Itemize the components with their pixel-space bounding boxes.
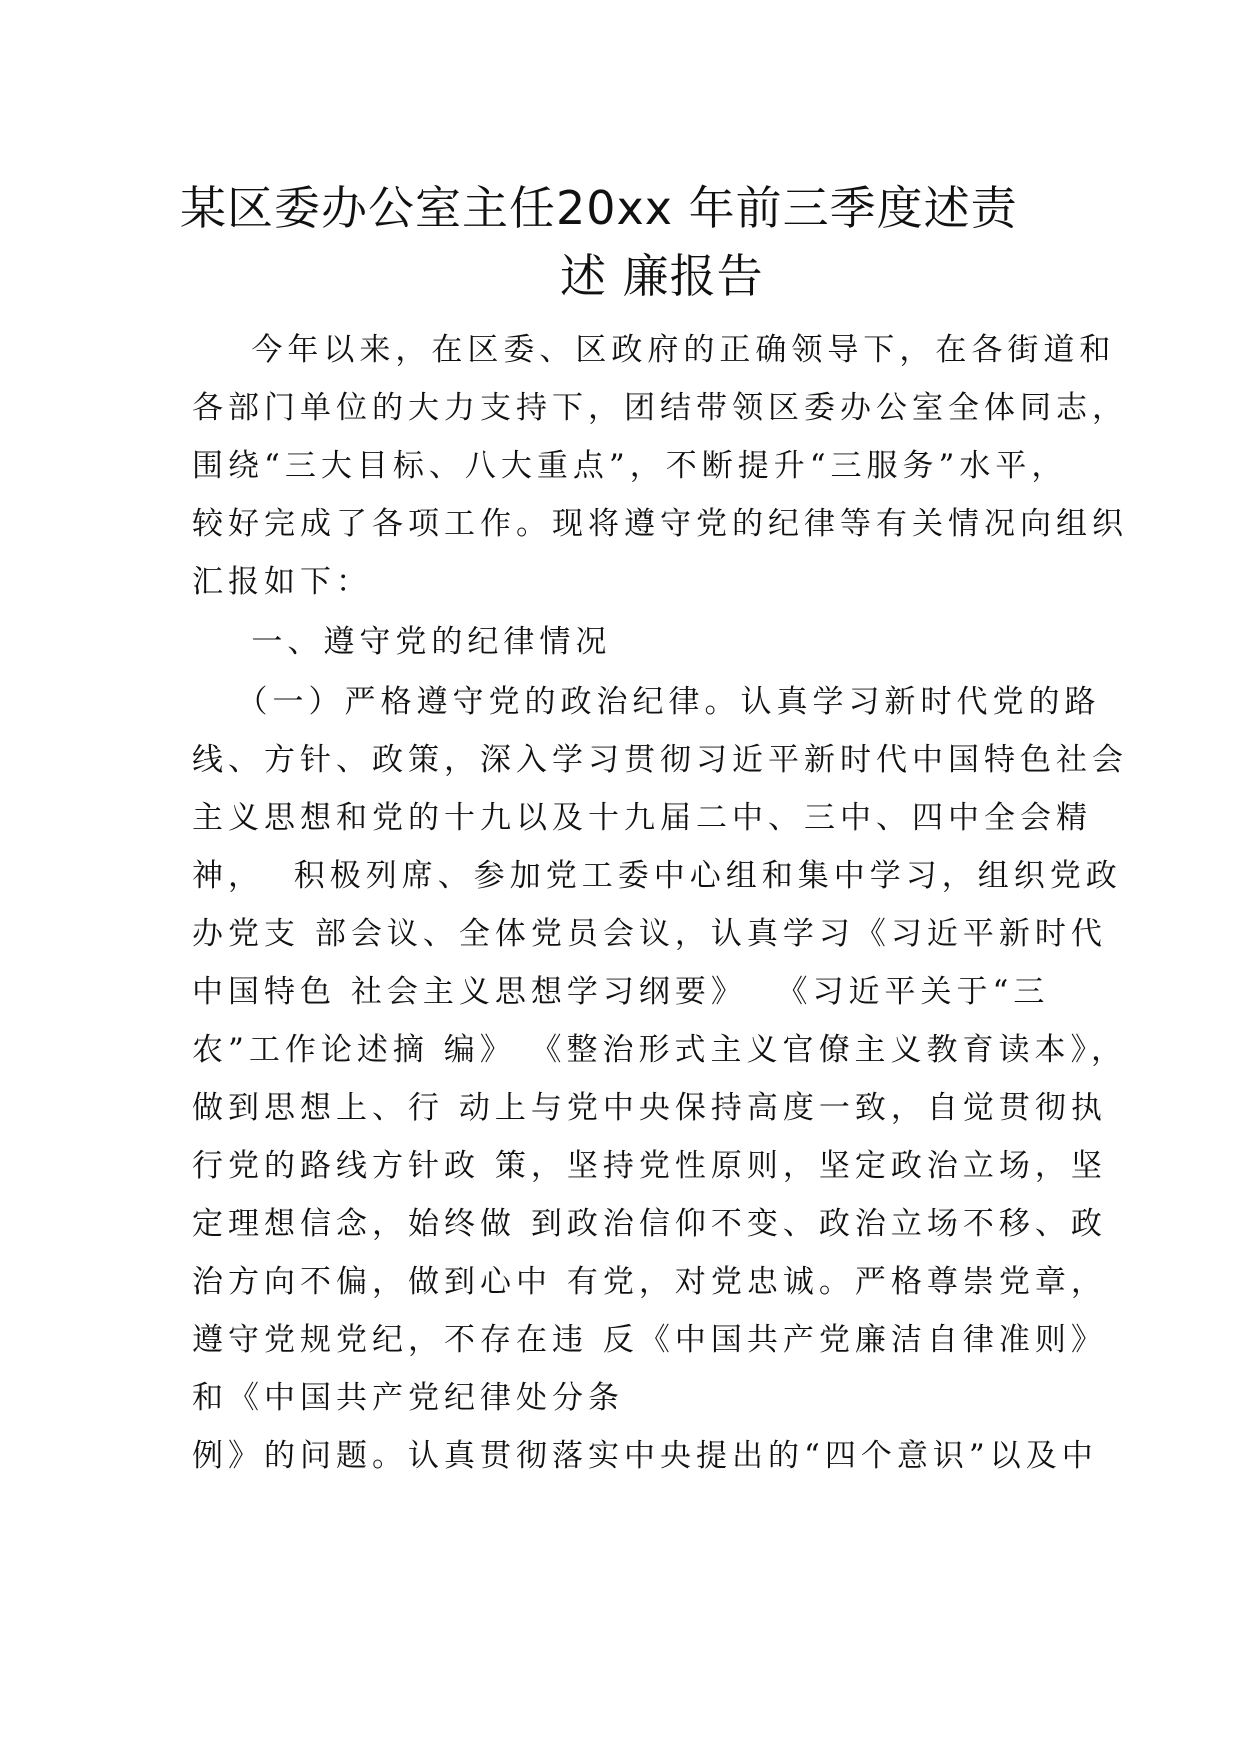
body-line: （一）严格遵守党的政治纪律。认真学习新时代党的路 <box>192 684 1101 720</box>
body-line: 汇报如下： <box>192 564 372 600</box>
body-line: 今年以来，在区委、区政府的正确领导下，在各街道和 <box>192 332 1116 368</box>
body-line: 线、方针、政策，深入学习贯彻习近平新时代中国特色社会 <box>192 742 1128 778</box>
section-heading: 一、遵守党的纪律情况 <box>192 624 612 660</box>
body-line: 遵守党规党纪，不存在违 反《中国共产党廉洁自律准则》 <box>192 1322 1107 1358</box>
body-line: 例》的问题。认真贯彻落实中央提出的“四个意识”以及中 <box>192 1438 1098 1474</box>
body-line: 围绕“三大目标、八大重点”，不断提升“三服务”水平， <box>192 448 1068 484</box>
body-line: 定理想信念，始终做 到政治信仰不变、政治立场不移、政 <box>192 1206 1107 1242</box>
body-line: 办党支 部会议、全体党员会议，认真学习《习近平新时代 <box>192 916 1107 952</box>
body-line: 做到思想上、行 动上与党中央保持高度一致，自觉贯彻执 <box>192 1090 1107 1126</box>
document-title-line-2: 述 廉报告 <box>560 249 764 303</box>
body-line: 治方向不偏，做到心中 有党，对党忠诚。严格尊崇党章， <box>192 1264 1107 1300</box>
document-title-line-1: 某区委办公室主任20xx 年前三季度述责 <box>180 181 1018 235</box>
body-line: 主义思想和党的十九以及十九届二中、三中、四中全会精 <box>192 800 1092 836</box>
body-line: 各部门单位的大力支持下，团结带领区委办公室全体同志， <box>192 390 1128 426</box>
body-line: 神， 积极列席、参加党工委中心组和集中学习，组织党政 <box>192 858 1122 894</box>
body-line: 农”工作论述摘 编》 《整治形式主义官僚主义教育读本》， <box>192 1032 1128 1068</box>
body-line: 行党的路线方针政 策，坚持党性原则，坚定政治立场，坚 <box>192 1148 1107 1184</box>
body-line: 较好完成了各项工作。现将遵守党的纪律等有关情况向组织 <box>192 506 1128 542</box>
body-line: 中国特色 社会主义思想学习纲要》 《习近平关于“三 <box>192 974 1050 1010</box>
body-line: 和《中国共产党纪律处分条 <box>192 1380 624 1416</box>
